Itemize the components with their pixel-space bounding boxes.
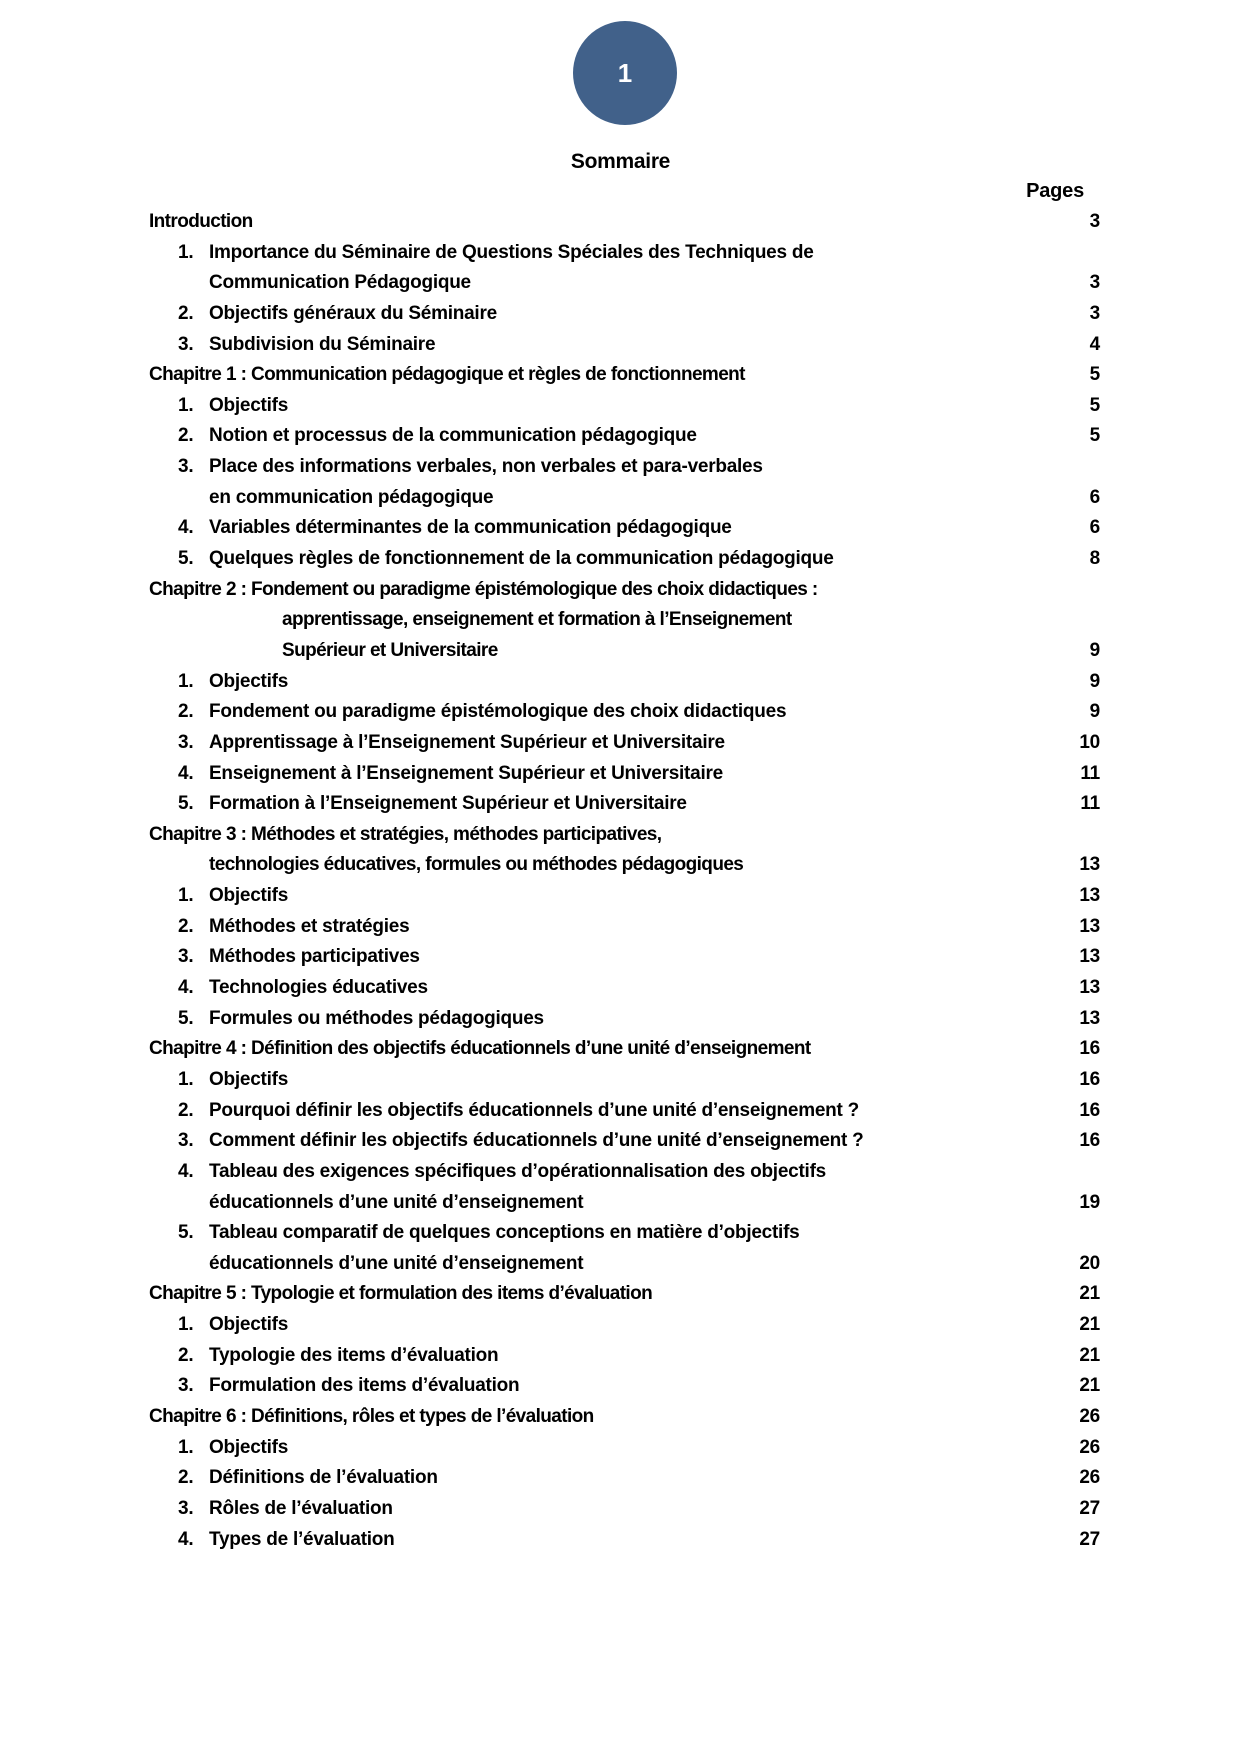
toc-line xyxy=(0,1249,1241,1280)
item-title: éducationnels d’une unité d’enseignement xyxy=(209,1191,584,1213)
toc-line xyxy=(0,1371,1241,1402)
toc-item-entry[interactable] xyxy=(0,912,1241,943)
toc-line xyxy=(0,268,1241,299)
toc-line xyxy=(0,1188,1241,1219)
page-ref: 16 xyxy=(1079,1130,1100,1152)
page-ref: 5 xyxy=(1089,425,1100,447)
item-title: éducationnels d’une unité d’enseignement xyxy=(209,1252,584,1274)
toc-item-entry[interactable] xyxy=(0,421,1241,452)
chapter-title: Chapitre 6 : Définitions, rôles et types de l’évaluation xyxy=(149,1405,594,1427)
toc-line xyxy=(0,636,1241,667)
toc-line xyxy=(0,1433,1241,1464)
page-ref: 5 xyxy=(1089,394,1100,416)
toc-line xyxy=(0,575,1241,606)
toc-chapter-entry[interactable] xyxy=(0,1402,1241,1433)
chapter-title: apprentissage, enseignement et formation à l’Enseignement xyxy=(282,609,792,631)
item-title: Objectifs généraux du Séminaire xyxy=(209,302,497,324)
chapter-title: technologies éducatives, formules ou méthodes pédagogiques xyxy=(209,854,744,876)
toc-item-entry[interactable] xyxy=(0,1065,1241,1096)
item-title: Formation à l’Enseignement Supérieur et Universitaire xyxy=(209,793,687,815)
toc-item-entry[interactable] xyxy=(0,1371,1241,1402)
page-ref: 16 xyxy=(1079,1068,1100,1090)
toc-line xyxy=(0,391,1241,422)
page-ref: 13 xyxy=(1079,854,1100,876)
page-ref: 21 xyxy=(1079,1283,1100,1305)
item-number: 3. xyxy=(178,333,194,355)
page-ref: 3 xyxy=(1089,302,1100,324)
item-title: Objectifs xyxy=(209,885,289,907)
item-title: Fondement ou paradigme épistémologique des choix didactiques xyxy=(209,701,787,723)
item-title: Variables déterminantes de la communication pédagogique xyxy=(209,517,732,539)
item-number: 4. xyxy=(178,762,194,784)
page-ref: 27 xyxy=(1079,1528,1100,1550)
item-number: 1. xyxy=(178,241,194,263)
item-number: 3. xyxy=(178,946,194,968)
item-title: Technologies éducatives xyxy=(209,977,428,999)
page-number: 1 xyxy=(617,57,633,88)
toc-title: Sommaire xyxy=(570,150,671,173)
item-number: 3. xyxy=(178,456,194,478)
toc-line xyxy=(0,850,1241,881)
toc-line xyxy=(0,330,1241,361)
toc-line xyxy=(0,1034,1241,1065)
toc-line xyxy=(0,544,1241,575)
page-ref: 11 xyxy=(1080,793,1100,815)
toc-line xyxy=(0,1218,1241,1249)
toc-item-entry[interactable] xyxy=(0,728,1241,759)
page-ref: 26 xyxy=(1079,1436,1100,1458)
toc-line xyxy=(0,1065,1241,1096)
toc-item-entry[interactable] xyxy=(0,697,1241,728)
item-title: Objectifs xyxy=(209,394,289,416)
page-ref: 13 xyxy=(1079,915,1100,937)
item-number: 3. xyxy=(178,1130,194,1152)
item-title: Rôles de l’évaluation xyxy=(209,1497,393,1519)
page-ref: 3 xyxy=(1089,272,1100,294)
toc-line xyxy=(0,1310,1241,1341)
chapter-title: Chapitre 3 : Méthodes et stratégies, méthodes participatives, xyxy=(149,823,662,845)
item-title: Place des informations verbales, non verbales et para-verbales xyxy=(209,456,763,478)
item-title: Formules ou méthodes pédagogiques xyxy=(209,1007,544,1029)
item-title: Tableau des exigences spécifiques d’opérationnalisation des objectifs xyxy=(209,1160,826,1182)
item-title: Enseignement à l’Enseignement Supérieur et Universitaire xyxy=(209,762,723,784)
page-ref: 3 xyxy=(1089,211,1100,232)
page-ref: 10 xyxy=(1079,731,1100,753)
toc-item-entry[interactable] xyxy=(0,1494,1241,1525)
page-ref: 16 xyxy=(1079,1099,1100,1121)
toc-line xyxy=(0,942,1241,973)
page-ref: 13 xyxy=(1079,946,1100,968)
toc-item-entry[interactable] xyxy=(0,1341,1241,1372)
toc-item-entry[interactable] xyxy=(0,973,1241,1004)
item-title: Objectifs xyxy=(209,1314,289,1336)
item-title: Tableau comparatif de quelques conceptions en matière d’objectifs xyxy=(209,1222,800,1244)
toc-item-entry[interactable] xyxy=(0,1525,1241,1556)
item-title: Méthodes participatives xyxy=(209,946,420,968)
toc-line xyxy=(0,1096,1241,1127)
toc-item-entry[interactable] xyxy=(0,238,1241,299)
toc-line xyxy=(0,789,1241,820)
item-number: 1. xyxy=(178,1314,194,1336)
toc-item-entry[interactable] xyxy=(0,513,1241,544)
toc-item-entry[interactable] xyxy=(0,330,1241,361)
toc-line xyxy=(0,973,1241,1004)
toc-item-entry[interactable] xyxy=(0,1096,1241,1127)
toc-line xyxy=(0,1341,1241,1372)
item-number: 1. xyxy=(178,885,194,907)
toc-line xyxy=(0,513,1241,544)
item-title: en communication pédagogique xyxy=(209,486,494,508)
page-ref: 9 xyxy=(1089,639,1100,661)
item-title: Comment définir les objectifs éducationnels d’une unité d’enseignement ? xyxy=(209,1130,864,1152)
item-number: 4. xyxy=(178,1160,194,1182)
toc-item-entry[interactable] xyxy=(0,942,1241,973)
page-ref: 20 xyxy=(1079,1252,1100,1274)
item-title: Types de l’évaluation xyxy=(209,1528,395,1550)
item-title: Communication Pédagogique xyxy=(209,272,471,294)
item-title: Méthodes et stratégies xyxy=(209,915,410,937)
toc-item-entry[interactable] xyxy=(0,881,1241,912)
table-of-contents xyxy=(0,207,1241,1555)
toc-line xyxy=(0,238,1241,269)
toc-line xyxy=(0,1279,1241,1310)
item-number: 1. xyxy=(178,670,194,692)
item-title: Quelques règles de fonctionnement de la communication pédagogique xyxy=(209,548,834,570)
page-ref: 11 xyxy=(1080,762,1100,784)
toc-chapter-entry[interactable] xyxy=(0,207,1241,238)
item-number: 1. xyxy=(178,1436,194,1458)
page-ref: 4 xyxy=(1089,333,1100,355)
toc-line xyxy=(0,667,1241,698)
item-number: 2. xyxy=(178,1344,194,1366)
toc-line xyxy=(0,1004,1241,1035)
page-ref: 26 xyxy=(1079,1405,1100,1427)
item-number: 4. xyxy=(178,517,194,539)
item-number: 2. xyxy=(178,1467,194,1489)
toc-line xyxy=(0,728,1241,759)
page-ref: 16 xyxy=(1079,1038,1100,1060)
toc-line xyxy=(0,820,1241,851)
item-number: 5. xyxy=(178,1007,194,1029)
toc-line xyxy=(0,452,1241,483)
item-title: Pourquoi définir les objectifs éducationnels d’une unité d’enseignement ? xyxy=(209,1099,859,1121)
toc-item-entry[interactable] xyxy=(0,789,1241,820)
toc-item-entry[interactable] xyxy=(0,1004,1241,1035)
toc-item-entry[interactable] xyxy=(0,391,1241,422)
chapter-title: Chapitre 2 : Fondement ou paradigme épistémologique des choix didactiques : xyxy=(149,578,818,600)
toc-item-entry[interactable] xyxy=(0,1157,1241,1218)
toc-line xyxy=(0,360,1241,391)
toc-item-entry[interactable] xyxy=(0,1463,1241,1494)
page-ref: 9 xyxy=(1089,670,1100,692)
item-title: Apprentissage à l’Enseignement Supérieur et Universitaire xyxy=(209,731,725,753)
item-number: 2. xyxy=(178,1099,194,1121)
chapter-title: Chapitre 1 : Communication pédagogique et règles de fonctionnement xyxy=(149,364,745,386)
toc-chapter-entry[interactable] xyxy=(0,575,1241,667)
page-ref: 21 xyxy=(1079,1314,1100,1336)
toc-line xyxy=(0,1157,1241,1188)
item-title: Typologie des items d’évaluation xyxy=(209,1344,499,1366)
pages-column-header: Pages xyxy=(1026,180,1084,202)
toc-chapter-entry[interactable] xyxy=(0,1034,1241,1065)
toc-line xyxy=(0,605,1241,636)
page-ref: 13 xyxy=(1079,977,1100,999)
item-title: Importance du Séminaire de Questions Spéciales des Techniques de xyxy=(209,241,814,263)
item-title: Définitions de l’évaluation xyxy=(209,1467,438,1489)
item-number: 5. xyxy=(178,548,194,570)
toc-line xyxy=(0,881,1241,912)
toc-item-entry[interactable] xyxy=(0,544,1241,575)
toc-item-entry[interactable] xyxy=(0,452,1241,513)
page-ref: 6 xyxy=(1089,517,1100,539)
item-title: Notion et processus de la communication pédagogique xyxy=(209,425,697,447)
page-ref: 21 xyxy=(1079,1375,1100,1397)
item-number: 3. xyxy=(178,1497,194,1519)
toc-line xyxy=(0,697,1241,728)
chapter-title: Introduction xyxy=(149,211,253,232)
item-title: Objectifs xyxy=(209,1436,289,1458)
toc-item-entry[interactable] xyxy=(0,1310,1241,1341)
item-number: 3. xyxy=(178,1375,194,1397)
toc-chapter-entry[interactable] xyxy=(0,1279,1241,1310)
item-title: Formulation des items d’évaluation xyxy=(209,1375,520,1397)
chapter-title: Chapitre 5 : Typologie et formulation des items d’évaluation xyxy=(149,1283,653,1305)
toc-line xyxy=(0,1463,1241,1494)
toc-item-entry[interactable] xyxy=(0,1126,1241,1157)
page-ref: 5 xyxy=(1089,364,1100,386)
item-number: 2. xyxy=(178,915,194,937)
toc-line xyxy=(0,207,1241,238)
item-number: 2. xyxy=(178,425,194,447)
page-number-badge xyxy=(573,21,677,125)
item-number: 5. xyxy=(178,1222,194,1244)
item-number: 4. xyxy=(178,977,194,999)
page-ref: 9 xyxy=(1089,701,1100,723)
page-ref: 13 xyxy=(1079,1007,1100,1029)
item-number: 1. xyxy=(178,1068,194,1090)
toc-item-entry[interactable] xyxy=(0,1433,1241,1464)
chapter-title: Chapitre 4 : Définition des objectifs éducationnels d’une unité d’enseignement xyxy=(149,1038,811,1060)
chapter-title: Supérieur et Universitaire xyxy=(282,639,498,661)
item-title: Objectifs xyxy=(209,670,289,692)
toc-line xyxy=(0,299,1241,330)
toc-line xyxy=(0,1525,1241,1556)
item-title: Subdivision du Séminaire xyxy=(209,333,436,355)
toc-line xyxy=(0,1402,1241,1433)
page-ref: 21 xyxy=(1079,1344,1100,1366)
toc-item-entry[interactable] xyxy=(0,667,1241,698)
toc-chapter-entry[interactable] xyxy=(0,360,1241,391)
toc-line xyxy=(0,759,1241,790)
toc-line xyxy=(0,421,1241,452)
page-ref: 19 xyxy=(1079,1191,1100,1213)
item-number: 2. xyxy=(178,701,194,723)
item-number: 3. xyxy=(178,731,194,753)
toc-chapter-entry[interactable] xyxy=(0,820,1241,881)
item-number: 2. xyxy=(178,302,194,324)
page-ref: 13 xyxy=(1079,885,1100,907)
toc-line xyxy=(0,912,1241,943)
page-ref: 6 xyxy=(1089,486,1100,508)
toc-item-entry[interactable] xyxy=(0,1218,1241,1279)
toc-line xyxy=(0,483,1241,514)
toc-line xyxy=(0,1126,1241,1157)
page-ref: 26 xyxy=(1079,1467,1100,1489)
toc-line xyxy=(0,1494,1241,1525)
toc-item-entry[interactable] xyxy=(0,759,1241,790)
page-ref: 27 xyxy=(1079,1497,1100,1519)
toc-item-entry[interactable] xyxy=(0,299,1241,330)
item-number: 1. xyxy=(178,394,194,416)
item-number: 5. xyxy=(178,793,194,815)
item-title: Objectifs xyxy=(209,1068,289,1090)
item-number: 4. xyxy=(178,1528,194,1550)
page-ref: 8 xyxy=(1089,548,1100,570)
